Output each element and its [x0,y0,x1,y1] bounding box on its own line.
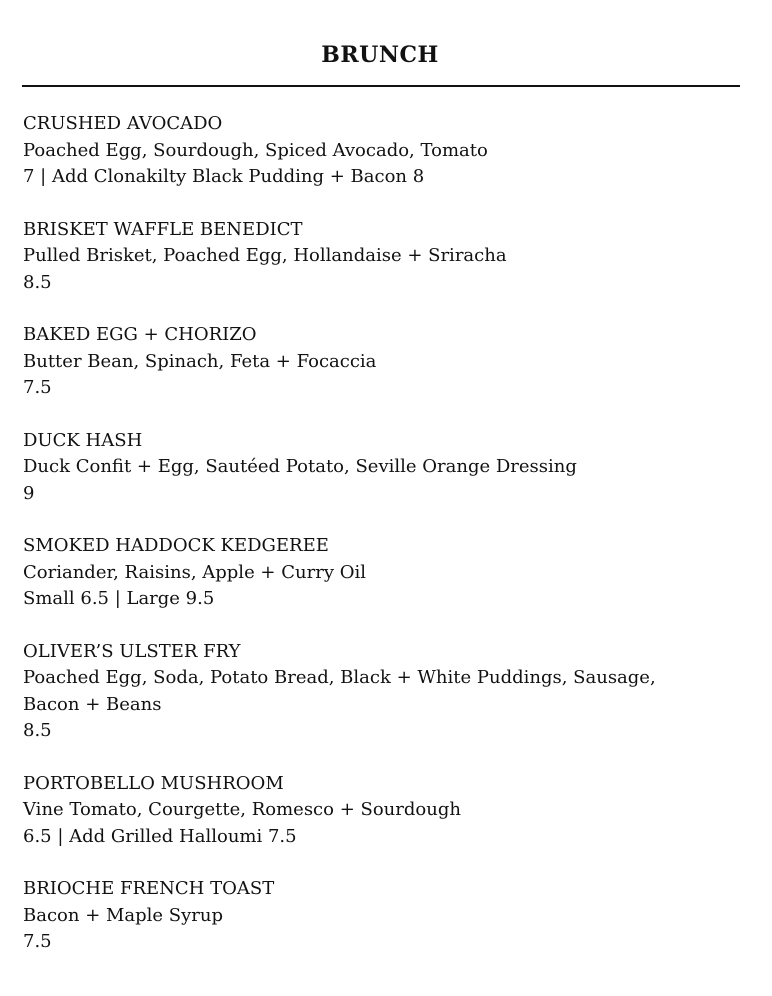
menu-item-price: Small 6.5 | Large 9.5 [23,588,215,609]
menu-item-name: SMOKED HADDOCK KEDGEREE [23,535,329,556]
menu-item-description: Bacon + Maple Syrup [23,904,224,926]
menu-item-name: CRUSHED AVOCADO [23,113,223,134]
menu-item-price: 8.5 [23,720,52,741]
menu-item-name: BRISKET WAFFLE BENEDICT [23,218,303,240]
menu-item-name: OLIVER’S ULSTER FRY [23,640,241,662]
menu-item [23,111,723,191]
menu-item-description: Duck Confit + Egg, Sautéed Potato, Seville Orange Dressing [23,456,577,477]
title-divider [22,85,740,87]
menu-item [23,322,723,402]
menu-item-price: 7.5 [23,377,52,398]
menu-item-price: 9 [23,482,35,504]
menu-item-price: 7 | Add Clonakilty Black Pudding + Bacon 8 [23,166,425,187]
menu-title: BRUNCH [321,42,439,68]
menu-item [23,771,723,851]
menu-item [23,428,723,508]
menu-list [23,111,723,982]
menu-item-price: 8.5 [23,271,52,293]
menu-item-name: PORTOBELLO MUSHROOM [23,772,284,794]
menu-item-name: BRIOCHE FRENCH TOAST [23,878,275,899]
menu-item-name: BAKED EGG + CHORIZO [23,324,257,345]
menu-item-name: DUCK HASH [23,429,143,451]
menu-item-description: Butter Bean, Spinach, Feta + Focaccia [23,350,377,372]
menu-item [23,217,723,297]
menu-item-description-continued: Bacon + Beans [23,693,162,715]
menu-item-price: 6.5 | Add Grilled Halloumi 7.5 [23,825,297,847]
menu-item-description: Vine Tomato, Courgette, Romesco + Sourdough [23,799,461,820]
menu-item [23,533,723,613]
menu-item-description: Poached Egg, Soda, Potato Bread, Black + White Puddings, Sausage, [23,667,656,688]
menu-item-description: Coriander, Raisins, Apple + Curry Oil [23,561,366,583]
menu-item-description: Poached Egg, Sourdough, Spiced Avocado, Tomato [23,139,488,161]
menu-item-price: 7.5 [23,931,52,952]
menu-item [23,639,723,745]
menu-item [23,876,723,956]
menu-item-description: Pulled Brisket, Poached Egg, Hollandaise + Sriracha [23,245,507,266]
